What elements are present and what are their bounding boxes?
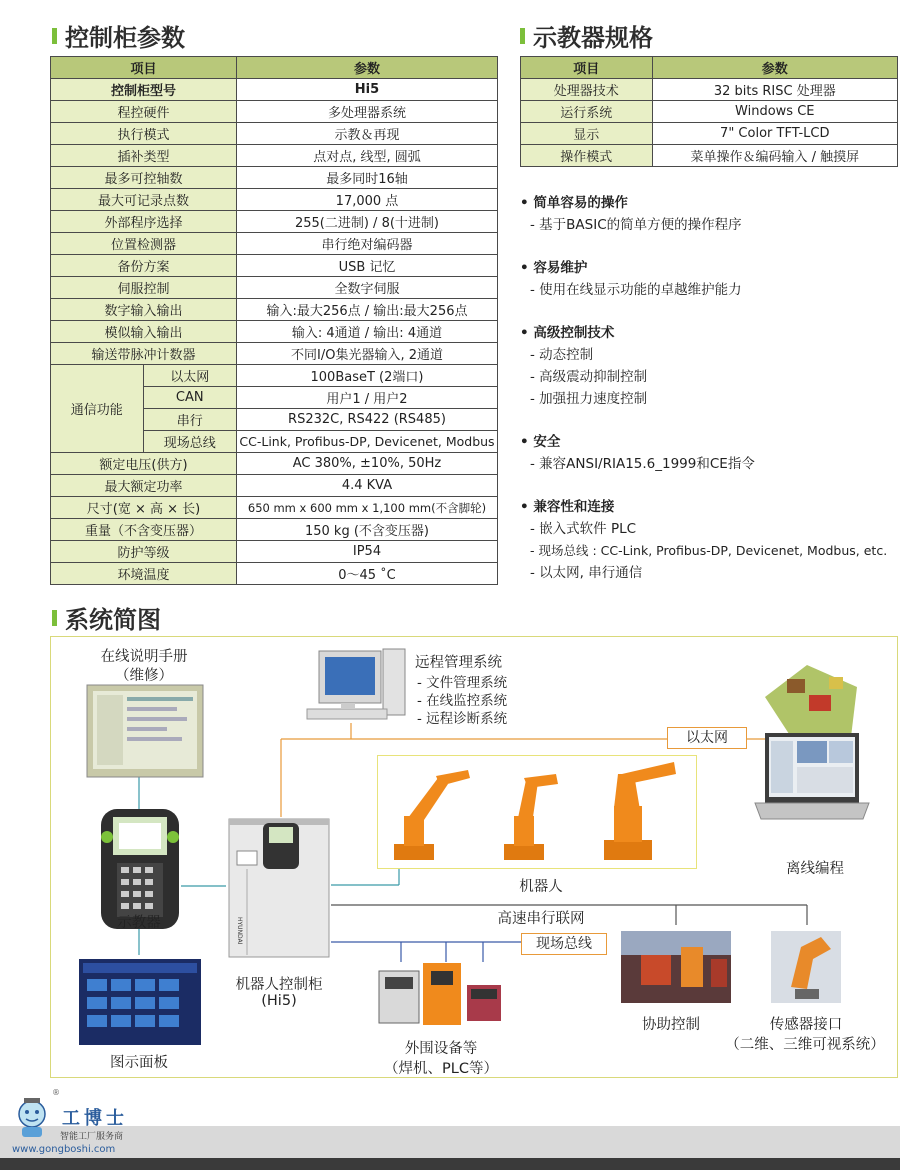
peripherals-icon	[379, 963, 501, 1025]
pendant-title-text: 示教器规格	[533, 24, 653, 52]
row-value: 650 mm x 600 mm x 1,100 mm(不含脚轮)	[236, 497, 497, 519]
row-value: 输入: 4通道 / 输出: 4通道	[236, 321, 497, 343]
table-row	[521, 123, 898, 145]
row-value: 串行绝对编码器	[236, 233, 497, 255]
table-row	[51, 145, 498, 167]
feature-item: - 兼容ANSI/RIA15.6_1999和CE指令	[530, 456, 755, 472]
row-value: AC 380%, ±10%, 50Hz	[236, 453, 497, 475]
feature-title: • 容易维护	[520, 260, 588, 276]
table-row	[51, 211, 498, 233]
row-value: 多处理器系统	[236, 101, 497, 123]
title-bar-icon	[52, 610, 57, 626]
online-manual-label: 在线说明手册	[100, 649, 188, 665]
footer-band	[0, 1126, 900, 1158]
row-label: 重量（不含变压器）	[51, 519, 237, 541]
controller-sub: (Hi5)	[261, 993, 297, 1009]
feature-item: - 使用在线显示功能的卓越维护能力	[530, 282, 742, 298]
row-value: 32 bits RISC 处理器	[652, 79, 897, 101]
row-label: 数字输入输出	[51, 299, 237, 321]
controller-title-text: 控制柜参数	[65, 24, 185, 52]
table-row	[51, 497, 498, 519]
panel-label: 图示面板	[110, 1055, 168, 1071]
features-list	[520, 192, 900, 605]
controller-section-title	[52, 18, 185, 53]
manual-screen-icon	[87, 685, 203, 777]
cooperative-label: 协助控制	[642, 1017, 700, 1033]
row-label: 模似输入输出	[51, 321, 237, 343]
row-label: 伺服控制	[51, 277, 237, 299]
table-row	[521, 145, 898, 167]
offline-3d-scene-icon	[765, 665, 857, 737]
header-item: 项目	[51, 57, 237, 79]
feature-group	[520, 496, 900, 584]
row-label: 额定电压(供方)	[51, 453, 237, 475]
mascot-logo-icon	[10, 1096, 58, 1140]
peripherals-sub: （焊机、PLC等）	[384, 1061, 498, 1077]
remote-item: - 远程诊断系统	[417, 711, 508, 727]
remote-item: - 文件管理系统	[417, 675, 508, 691]
table-row	[51, 519, 498, 541]
table-row	[51, 321, 498, 343]
offline-label: 离线编程	[786, 861, 844, 877]
row-label: 尺寸(宽 × 高 × 长)	[51, 497, 237, 519]
row-label: 操作模式	[521, 145, 653, 167]
footer-dark-strip	[0, 1158, 900, 1170]
row-label: 插补类型	[51, 145, 237, 167]
sensor-sub: （二维、三维可视系统）	[725, 1037, 885, 1053]
cabinet-brand-text: HYUNDAI	[236, 917, 243, 945]
controller-spec-table	[50, 56, 498, 585]
system-section-title	[52, 600, 161, 635]
table-row	[51, 475, 498, 497]
robots-graphics	[378, 756, 698, 870]
remote-item: - 在线监控系统	[417, 693, 508, 709]
row-value: IP54	[236, 541, 497, 563]
row-value: 255(二进制) / 8(十进制)	[236, 211, 497, 233]
header-param: 参数	[652, 57, 897, 79]
table-row	[521, 79, 898, 101]
row-label: 位置检测器	[51, 233, 237, 255]
row-label: 运行系统	[521, 101, 653, 123]
row-value: Windows CE	[652, 101, 897, 123]
row-label: 最大额定功率	[51, 475, 237, 497]
pendant-section-title	[520, 18, 653, 53]
feature-title: • 安全	[520, 434, 561, 450]
table-row	[51, 167, 498, 189]
row-label: 最大可记录点数	[51, 189, 237, 211]
row-value: 7" Color TFT-LCD	[652, 123, 897, 145]
row-label: 以太网	[143, 365, 236, 387]
fieldbus-label: 现场总线	[521, 933, 607, 955]
comm-label: 通信功能	[51, 365, 144, 453]
logo-tagline: 智能工厂服务商	[60, 1132, 124, 1142]
row-label: 最多可控轴数	[51, 167, 237, 189]
online-manual-sub: （维修）	[115, 668, 173, 684]
table-row	[51, 365, 498, 387]
row-label: CAN	[143, 387, 236, 409]
cooperative-control-icon	[621, 931, 731, 1003]
controller-label: 机器人控制柜	[235, 977, 323, 993]
logo-url-link[interactable]: www.gongboshi.com	[12, 1144, 116, 1155]
row-value: 用户1 / 用户2	[236, 387, 497, 409]
controller-cabinet-icon	[229, 819, 329, 957]
feature-group	[520, 192, 900, 236]
row-value: 输入:最大256点 / 输出:最大256点	[236, 299, 497, 321]
table-row	[51, 453, 498, 475]
feature-title: • 简单容易的操作	[520, 195, 628, 211]
table-row	[51, 123, 498, 145]
row-value: USB 记忆	[236, 255, 497, 277]
robot-arm-icon	[394, 770, 470, 860]
feature-item: - 嵌入式软件 PLC	[530, 521, 637, 537]
sensor-interface-icon	[771, 931, 841, 1003]
table-row	[521, 101, 898, 123]
row-value: 0～45 ˚C	[236, 563, 497, 585]
row-value: RS232C, RS422 (RS485)	[236, 409, 497, 431]
row-label: 执行模式	[51, 123, 237, 145]
row-value: Hi5	[236, 79, 497, 101]
row-label: 备份方案	[51, 255, 237, 277]
row-value: 4.4 KVA	[236, 475, 497, 497]
remote-title: 远程管理系统	[415, 655, 502, 671]
table-row	[51, 563, 498, 585]
row-value: 100BaseT (2端口)	[236, 365, 497, 387]
feature-group	[520, 257, 900, 301]
ethernet-label: 以太网	[667, 727, 747, 749]
row-label: 防护等级	[51, 541, 237, 563]
feature-item: - 基于BASIC的简单方便的操作程序	[530, 217, 742, 233]
serial-label: 高速串行联网	[497, 911, 585, 927]
row-label: 外部程序选择	[51, 211, 237, 233]
row-value: CC-Link, Profibus-DP, Devicenet, Modbus	[236, 431, 497, 453]
system-diagram	[50, 636, 898, 1078]
feature-item: - 高级震动抑制控制	[530, 369, 648, 385]
row-label: 现场总线	[143, 431, 236, 453]
table-row	[51, 343, 498, 365]
pendant-spec-table	[520, 56, 898, 167]
row-label: 控制柜型号	[51, 79, 237, 101]
pendant-label: 示教器	[117, 915, 161, 931]
row-value: 菜单操作＆编码输入 / 触摸屏	[652, 145, 897, 167]
table-header-row	[51, 57, 498, 79]
feature-item: - 加强扭力速度控制	[530, 391, 648, 407]
registered-mark: ®	[52, 1088, 60, 1097]
feature-title: • 兼容性和连接	[520, 499, 615, 515]
row-value: 最多同时16轴	[236, 167, 497, 189]
row-value: 全数字伺服	[236, 277, 497, 299]
robot-label: 机器人	[519, 879, 563, 895]
header-item: 项目	[521, 57, 653, 79]
row-value: 示教＆再现	[236, 123, 497, 145]
row-label: 显示	[521, 123, 653, 145]
row-value: 17,000 点	[236, 189, 497, 211]
logo-name: 工博士	[62, 1108, 128, 1129]
table-row	[51, 79, 498, 101]
robot-arm-icon	[504, 774, 558, 860]
row-label: 程控硬件	[51, 101, 237, 123]
table-row	[51, 233, 498, 255]
table-row	[51, 541, 498, 563]
header-param: 参数	[236, 57, 497, 79]
feature-title: • 高级控制技术	[520, 325, 615, 341]
sensor-label: 传感器接口	[769, 1017, 843, 1033]
row-label: 处理器技术	[521, 79, 653, 101]
row-label: 环境温度	[51, 563, 237, 585]
robots-frame	[377, 755, 697, 869]
table-row	[51, 189, 498, 211]
feature-item: - 以太网, 串行通信	[530, 565, 643, 581]
feature-item: - 现场总线 : CC-Link, Profibus-DP, Devicenet, Modbus, etc.	[530, 543, 888, 558]
table-header-row	[521, 57, 898, 79]
table-row	[51, 255, 498, 277]
feature-group	[520, 431, 900, 475]
row-value: 点对点, 线型, 圆弧	[236, 145, 497, 167]
robot-arm-icon	[604, 762, 676, 860]
graphic-panel-icon	[79, 959, 201, 1045]
system-title-text: 系统简图	[65, 606, 161, 634]
feature-group	[520, 322, 900, 410]
laptop-icon	[755, 733, 869, 819]
feature-item: - 动态控制	[530, 347, 594, 363]
table-row	[51, 277, 498, 299]
row-value: 150 kg (不含变压器)	[236, 519, 497, 541]
row-label: 输送带脉冲计数器	[51, 343, 237, 365]
table-row	[51, 101, 498, 123]
peripherals-label: 外围设备等	[404, 1041, 478, 1057]
row-value: 不同I/O集光器输入, 2通道	[236, 343, 497, 365]
row-label: 串行	[143, 409, 236, 431]
table-row	[51, 299, 498, 321]
remote-pc-icon	[307, 649, 405, 719]
title-bar-icon	[52, 28, 57, 44]
title-bar-icon	[520, 28, 525, 44]
